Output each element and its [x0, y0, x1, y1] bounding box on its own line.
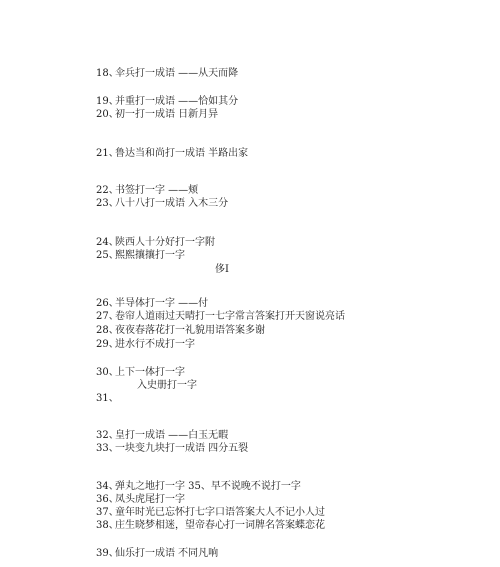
line-text: 入史册打一字	[137, 380, 197, 391]
line-number: 19、	[96, 96, 119, 107]
line-number: 36、	[96, 494, 119, 505]
line-number: 39、	[96, 548, 119, 559]
line-text: 熙熙攘攘打一字	[115, 250, 185, 261]
line-number: 29、	[96, 339, 119, 350]
line-number: 38、	[96, 520, 119, 531]
line-number: 31、	[96, 393, 119, 404]
line-text: 上下一体打一字	[115, 367, 185, 378]
line-text: 弹丸之地打一字 35、早不说晚不说打一字	[115, 481, 301, 492]
line-number: 37、	[96, 507, 119, 518]
line-text: 八十八打一成语 入木三分	[115, 198, 229, 209]
line-number: 21、	[96, 148, 119, 159]
line-number: 25、	[96, 250, 119, 261]
line-number: 26、	[96, 298, 119, 309]
line-text: 初一打一成语 日新月异	[115, 109, 219, 120]
line-text: 进水行不成打一字	[115, 339, 195, 350]
line-text: 卷帘人道雨过天晴打一七字常言答案打开天窗说亮话	[115, 311, 345, 322]
line-number: 20、	[96, 109, 119, 120]
line-number: 34、	[96, 481, 119, 492]
line-number: 22、	[96, 185, 119, 196]
line-text: 书签打一字 ——颊	[115, 185, 199, 196]
line-text: 鲁达当和尚打一成语 半路出家	[115, 148, 249, 159]
line-text: 一块变九块打一成语 四分五裂	[115, 443, 249, 454]
line-number: 30、	[96, 367, 119, 378]
line-text: 童年时光已忘怀打七字口语答案大人不记小人过	[115, 507, 325, 518]
line-text: 凤头虎尾打一字	[115, 494, 185, 505]
line-text: 半导体打一字 ——付	[115, 298, 209, 309]
line-text: 侈I	[215, 264, 229, 275]
line-text: 并重打一成语 ——恰如其分	[115, 96, 239, 107]
line-number: 23、	[96, 198, 119, 209]
line-text: 庄生晓梦相迷，望帝春心打一词牌名答案蝶恋花	[115, 520, 325, 531]
line-number: 32、	[96, 430, 119, 441]
line-number: 33、	[96, 443, 119, 454]
line-number: 24、	[96, 237, 119, 248]
line-text: 伞兵打一成语 ——从天而降	[115, 68, 239, 79]
line-number: 28、	[96, 325, 119, 336]
line-number: 18、	[96, 68, 119, 79]
line-number: 27、	[96, 311, 119, 322]
line-text: 仙乐打一成语 不同凡响	[115, 548, 219, 559]
line-text: 夜夜春落花打一礼貌用语答案多谢	[115, 325, 265, 336]
line-text: 陕西人十分好打一字附	[115, 237, 215, 248]
line-text: 皇打一成语 ——白玉无暇	[115, 430, 229, 441]
